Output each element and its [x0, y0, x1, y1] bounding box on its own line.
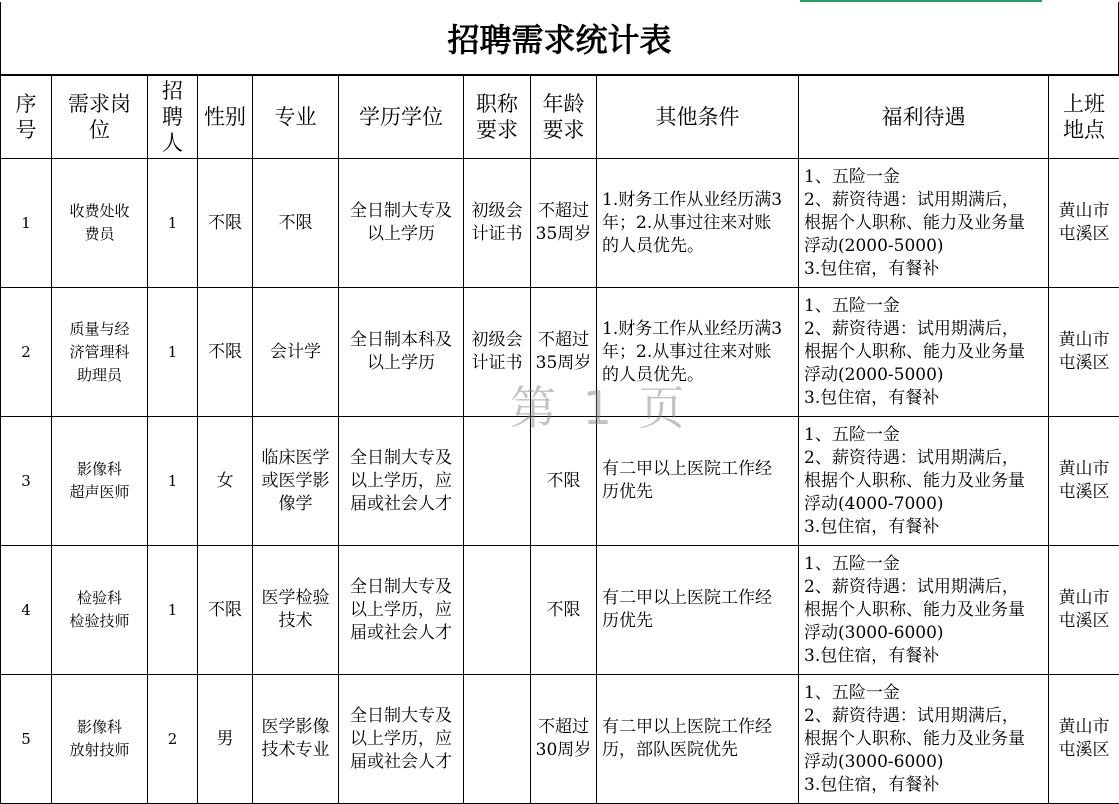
- cell-location-line: 屯溪区: [1052, 223, 1116, 246]
- cell-position-line: 助理员: [55, 364, 144, 387]
- cell-benefits-line: 根据个人职称、能力及业务量: [804, 212, 1046, 235]
- cell-age-req-line: 不超过: [534, 200, 593, 223]
- cell-education-line: 届或社会人才: [342, 751, 460, 774]
- cell-location-line: 黄山市: [1052, 716, 1116, 739]
- header-education[interactable]: 学历学位: [339, 76, 464, 159]
- cell-education-line: 以上学历，应: [342, 599, 460, 622]
- cell-benefits[interactable]: [799, 159, 1049, 288]
- header-benefits[interactable]: 福利待遇: [799, 76, 1049, 159]
- cell-education[interactable]: [339, 288, 464, 417]
- cell-benefits[interactable]: [799, 417, 1049, 546]
- cell-seq[interactable]: 3: [1, 417, 52, 546]
- cell-benefits[interactable]: [799, 546, 1049, 675]
- cell-position-line: 检验科: [55, 587, 144, 610]
- table-row: [1, 159, 1119, 288]
- cell-education-line: 以上学历: [342, 352, 460, 375]
- header-age-req[interactable]: 年龄 要求: [531, 76, 597, 159]
- cell-gender[interactable]: 不限: [198, 288, 253, 417]
- cell-age-req-line: 35周岁: [534, 223, 593, 246]
- cell-benefits-line: 3.包住宿，有餐补: [804, 258, 1046, 281]
- table-title: 招聘需求统计表: [0, 2, 1119, 75]
- cell-title-req[interactable]: [464, 159, 531, 288]
- cell-count[interactable]: 1: [148, 546, 198, 675]
- cell-other[interactable]: [597, 675, 799, 804]
- cell-other-line: 历，部队医院优先: [602, 739, 796, 762]
- cell-location-line: 黄山市: [1052, 329, 1116, 352]
- cell-position-line: 检验技师: [55, 610, 144, 633]
- cell-education-line: 全日制本科及: [342, 329, 460, 352]
- cell-location[interactable]: [1049, 675, 1119, 804]
- cell-education-line: 以上学历，应: [342, 470, 460, 493]
- cell-other-line: 有二甲以上医院工作经: [602, 587, 796, 610]
- cell-title-req[interactable]: [464, 546, 531, 675]
- header-major[interactable]: 专业: [253, 76, 339, 159]
- cell-other-line: 的人员优先。: [602, 235, 796, 258]
- cell-benefits[interactable]: [799, 675, 1049, 804]
- header-count[interactable]: 招 聘 人: [148, 76, 198, 159]
- cell-benefits-line: 2、薪资待遇：试用期满后，: [804, 576, 1046, 599]
- cell-count[interactable]: 2: [148, 675, 198, 804]
- cell-gender[interactable]: 女: [198, 417, 253, 546]
- cell-other-line: 历优先: [602, 481, 796, 504]
- cell-seq[interactable]: 4: [1, 546, 52, 675]
- cell-major-line: 医学检验: [256, 587, 335, 610]
- cell-other[interactable]: [597, 288, 799, 417]
- cell-major-line: 临床医学: [256, 447, 335, 470]
- cell-title-req[interactable]: [464, 288, 531, 417]
- table-row: [1, 417, 1119, 546]
- cell-location[interactable]: [1049, 288, 1119, 417]
- cell-other-line: 年；2.从事过往来对账: [602, 341, 796, 364]
- cell-benefits-line: 2、薪资待遇：试用期满后，: [804, 189, 1046, 212]
- cell-benefits-line: 根据个人职称、能力及业务量: [804, 470, 1046, 493]
- cell-benefits-line: 浮动(4000-7000): [804, 493, 1046, 516]
- cell-major[interactable]: [253, 675, 339, 804]
- header-other[interactable]: 其他条件: [597, 76, 799, 159]
- cell-benefits-line: 2、薪资待遇：试用期满后，: [804, 318, 1046, 341]
- page-watermark: 第 1 页: [510, 372, 691, 438]
- cell-age-req-line: 不限: [534, 599, 593, 622]
- cell-benefits-line: 1、五险一金: [804, 682, 1046, 705]
- cell-education-line: 以上学历: [342, 223, 460, 246]
- cell-seq[interactable]: 5: [1, 675, 52, 804]
- cell-title-req-line: 计证书: [467, 223, 527, 246]
- cell-major[interactable]: [253, 417, 339, 546]
- cell-title-req-line: 初级会: [467, 329, 527, 352]
- cell-title-req[interactable]: [464, 417, 531, 546]
- cell-other-line: 1.财务工作从业经历满3: [602, 318, 796, 341]
- cell-position[interactable]: [52, 675, 148, 804]
- cell-major-line: 像学: [256, 493, 335, 516]
- cell-age-req[interactable]: [531, 546, 597, 675]
- cell-age-req-line: 不超过: [534, 329, 593, 352]
- cell-education[interactable]: [339, 675, 464, 804]
- cell-benefits-line: 1、五险一金: [804, 553, 1046, 576]
- cell-major-line: 技术: [256, 610, 335, 633]
- cell-position[interactable]: [52, 417, 148, 546]
- cell-benefits-line: 1、五险一金: [804, 424, 1046, 447]
- cell-benefits-line: 根据个人职称、能力及业务量: [804, 341, 1046, 364]
- cell-major[interactable]: [253, 288, 339, 417]
- cell-age-req[interactable]: [531, 159, 597, 288]
- cell-count[interactable]: 1: [148, 288, 198, 417]
- cell-age-req-line: 不超过: [534, 716, 593, 739]
- cell-position-line: 济管理科: [55, 341, 144, 364]
- cell-location-line: 屯溪区: [1052, 352, 1116, 375]
- cell-other[interactable]: [597, 546, 799, 675]
- cell-education-line: 届或社会人才: [342, 493, 460, 516]
- cell-major[interactable]: [253, 546, 339, 675]
- cell-location-line: 屯溪区: [1052, 610, 1116, 633]
- cell-age-req[interactable]: [531, 288, 597, 417]
- cell-age-req-line: 30周岁: [534, 739, 593, 762]
- cell-benefits-line: 根据个人职称、能力及业务量: [804, 599, 1046, 622]
- cell-benefits-line: 2、薪资待遇：试用期满后，: [804, 705, 1046, 728]
- table-row: [1, 546, 1119, 675]
- cell-major-line: 医学影像: [256, 716, 335, 739]
- cell-education-line: 全日制大专及: [342, 447, 460, 470]
- table-body: [1, 159, 1119, 804]
- cell-benefits-line: 根据个人职称、能力及业务量: [804, 728, 1046, 751]
- header-gender[interactable]: 性别: [198, 76, 253, 159]
- cell-benefits-line: 浮动(3000-6000): [804, 751, 1046, 774]
- cell-benefits-line: 1、五险一金: [804, 166, 1046, 189]
- cell-position-line: 费员: [55, 223, 144, 246]
- header-title-req[interactable]: 职称 要求: [464, 76, 531, 159]
- table-row: [1, 675, 1119, 804]
- cell-major-line: 会计学: [256, 341, 335, 364]
- cell-position[interactable]: [52, 159, 148, 288]
- cell-seq[interactable]: 1: [1, 159, 52, 288]
- cell-count[interactable]: 1: [148, 417, 198, 546]
- cell-title-req[interactable]: [464, 675, 531, 804]
- cell-location[interactable]: [1049, 546, 1119, 675]
- recruitment-table: [0, 75, 1119, 804]
- cell-position-line: 放射技师: [55, 739, 144, 762]
- cell-major-line: 不限: [256, 212, 335, 235]
- cell-other[interactable]: [597, 417, 799, 546]
- cell-position-line: 影像科: [55, 458, 144, 481]
- cell-location-line: 黄山市: [1052, 587, 1116, 610]
- cell-age-req[interactable]: [531, 675, 597, 804]
- cell-benefits-line: 浮动(2000-5000): [804, 235, 1046, 258]
- cell-education[interactable]: [339, 417, 464, 546]
- cell-education-line: 以上学历，应: [342, 728, 460, 751]
- cell-benefits-line: 3.包住宿，有餐补: [804, 774, 1046, 797]
- cell-other[interactable]: [597, 159, 799, 288]
- cell-other-line: 年；2.从事过往来对账: [602, 212, 796, 235]
- cell-position-line: 超声医师: [55, 481, 144, 504]
- cell-position[interactable]: [52, 546, 148, 675]
- cell-gender[interactable]: 不限: [198, 159, 253, 288]
- cell-position-line: 影像科: [55, 716, 144, 739]
- cell-education[interactable]: [339, 159, 464, 288]
- cell-other-line: 有二甲以上医院工作经: [602, 716, 796, 739]
- cell-benefits-line: 3.包住宿，有餐补: [804, 645, 1046, 668]
- cell-location[interactable]: [1049, 417, 1119, 546]
- cell-major-line: 技术专业: [256, 739, 335, 762]
- cell-location-line: 黄山市: [1052, 200, 1116, 223]
- cell-education-line: 届或社会人才: [342, 622, 460, 645]
- cell-education[interactable]: [339, 546, 464, 675]
- cell-position-line: 质量与经: [55, 318, 144, 341]
- cell-location[interactable]: [1049, 159, 1119, 288]
- cell-count[interactable]: 1: [148, 159, 198, 288]
- cell-major[interactable]: [253, 159, 339, 288]
- cell-title-req-line: 计证书: [467, 352, 527, 375]
- cell-other-line: 有二甲以上医院工作经: [602, 458, 796, 481]
- cell-title-req-line: 初级会: [467, 200, 527, 223]
- cell-education-line: 全日制大专及: [342, 576, 460, 599]
- header-location[interactable]: 上班 地点: [1049, 76, 1119, 159]
- cell-location-line: 屯溪区: [1052, 739, 1116, 762]
- cell-other-line: 的人员优先。: [602, 364, 796, 387]
- cell-gender[interactable]: 不限: [198, 546, 253, 675]
- cell-position-line: 收费处收: [55, 200, 144, 223]
- cell-benefits[interactable]: [799, 288, 1049, 417]
- cell-benefits-line: 3.包住宿，有餐补: [804, 387, 1046, 410]
- cell-benefits-line: 浮动(3000-6000): [804, 622, 1046, 645]
- table-row: [1, 288, 1119, 417]
- cell-other-line: 历优先: [602, 610, 796, 633]
- cell-benefits-line: 3.包住宿，有餐补: [804, 516, 1046, 539]
- cell-age-req-line: 35周岁: [534, 352, 593, 375]
- cell-location-line: 黄山市: [1052, 458, 1116, 481]
- cell-benefits-line: 2、薪资待遇：试用期满后，: [804, 447, 1046, 470]
- header-row: [1, 76, 1119, 159]
- cell-education-line: 全日制大专及: [342, 200, 460, 223]
- header-seq[interactable]: 序 号: [1, 76, 52, 159]
- cell-gender[interactable]: 男: [198, 675, 253, 804]
- cell-benefits-line: 1、五险一金: [804, 295, 1046, 318]
- cell-other-line: 1.财务工作从业经历满3: [602, 189, 796, 212]
- cell-age-req-line: 不限: [534, 470, 593, 493]
- cell-benefits-line: 浮动(2000-5000): [804, 364, 1046, 387]
- cell-education-line: 全日制大专及: [342, 705, 460, 728]
- cell-seq[interactable]: 2: [1, 288, 52, 417]
- cell-location-line: 屯溪区: [1052, 481, 1116, 504]
- cell-major-line: 或医学影: [256, 470, 335, 493]
- cell-position[interactable]: [52, 288, 148, 417]
- cell-age-req[interactable]: [531, 417, 597, 546]
- header-position[interactable]: 需求岗 位: [52, 76, 148, 159]
